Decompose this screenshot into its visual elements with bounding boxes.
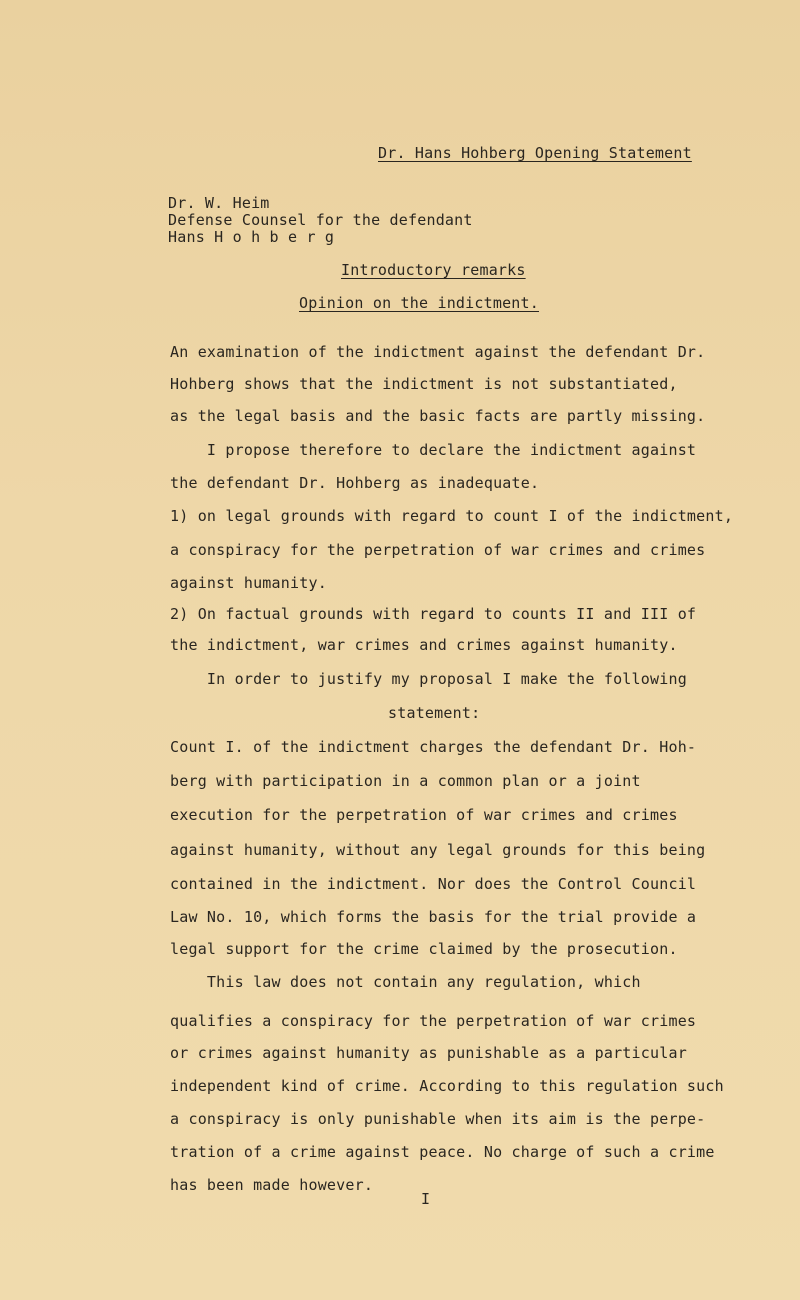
counsel-name: Dr. W. Heim [168, 194, 270, 212]
body-line: Law No. 10, which forms the basis for the trial provide a [170, 908, 697, 926]
body-line: independent kind of crime. According to this regulation such [170, 1077, 724, 1095]
body-line: a conspiracy for the perpetration of war crimes and crimes [170, 541, 706, 559]
body-line: I propose therefore to declare the indictment against [170, 441, 697, 459]
counsel-client: Hans H o h b e r g [168, 228, 335, 246]
body-line: qualifies a conspiracy for the perpetration of war crimes [170, 1012, 697, 1030]
body-line: 2) On factual grounds with regard to counts II and III of [170, 605, 697, 623]
body-line: tration of a crime against peace. No charge of such a crime [170, 1143, 715, 1161]
body-line: or crimes against humanity as punishable as a particular [170, 1044, 687, 1062]
body-line: In order to justify my proposal I make the following [170, 670, 687, 688]
body-line: the defendant Dr. Hohberg as inadequate. [170, 474, 540, 492]
section-heading-intro: Introductory remarks [341, 261, 526, 279]
body-line: Hohberg shows that the indictment is not substantiated, [170, 375, 678, 393]
body-line: 1) on legal grounds with regard to count I of the indictment, [170, 507, 734, 525]
body-line: against humanity. [170, 574, 327, 592]
body-line: berg with participation in a common plan or a joint [170, 772, 641, 790]
section-heading-opinion: Opinion on the indictment. [299, 294, 539, 312]
body-line: against humanity, without any legal grounds for this being [170, 841, 706, 859]
page-number: I [421, 1190, 431, 1208]
body-line: the indictment, war crimes and crimes against humanity. [170, 636, 678, 654]
body-line: This law does not contain any regulation, which [170, 973, 641, 991]
body-line: legal support for the crime claimed by the prosecution. [170, 940, 678, 958]
document-title: Dr. Hans Hohberg Opening Statement [378, 144, 692, 162]
body-line: as the legal basis and the basic facts are partly missing. [170, 407, 706, 425]
body-line: contained in the indictment. Nor does the Control Council [170, 875, 697, 893]
body-line: statement: [388, 704, 481, 722]
body-line: An examination of the indictment against the defendant Dr. [170, 343, 706, 361]
body-line: has been made however. [170, 1176, 374, 1194]
counsel-role: Defense Counsel for the defendant [168, 211, 473, 229]
body-line: execution for the perpetration of war crimes and crimes [170, 806, 678, 824]
body-line: a conspiracy is only punishable when its aim is the perpe- [170, 1110, 706, 1128]
body-line: Count I. of the indictment charges the defendant Dr. Hoh- [170, 738, 697, 756]
